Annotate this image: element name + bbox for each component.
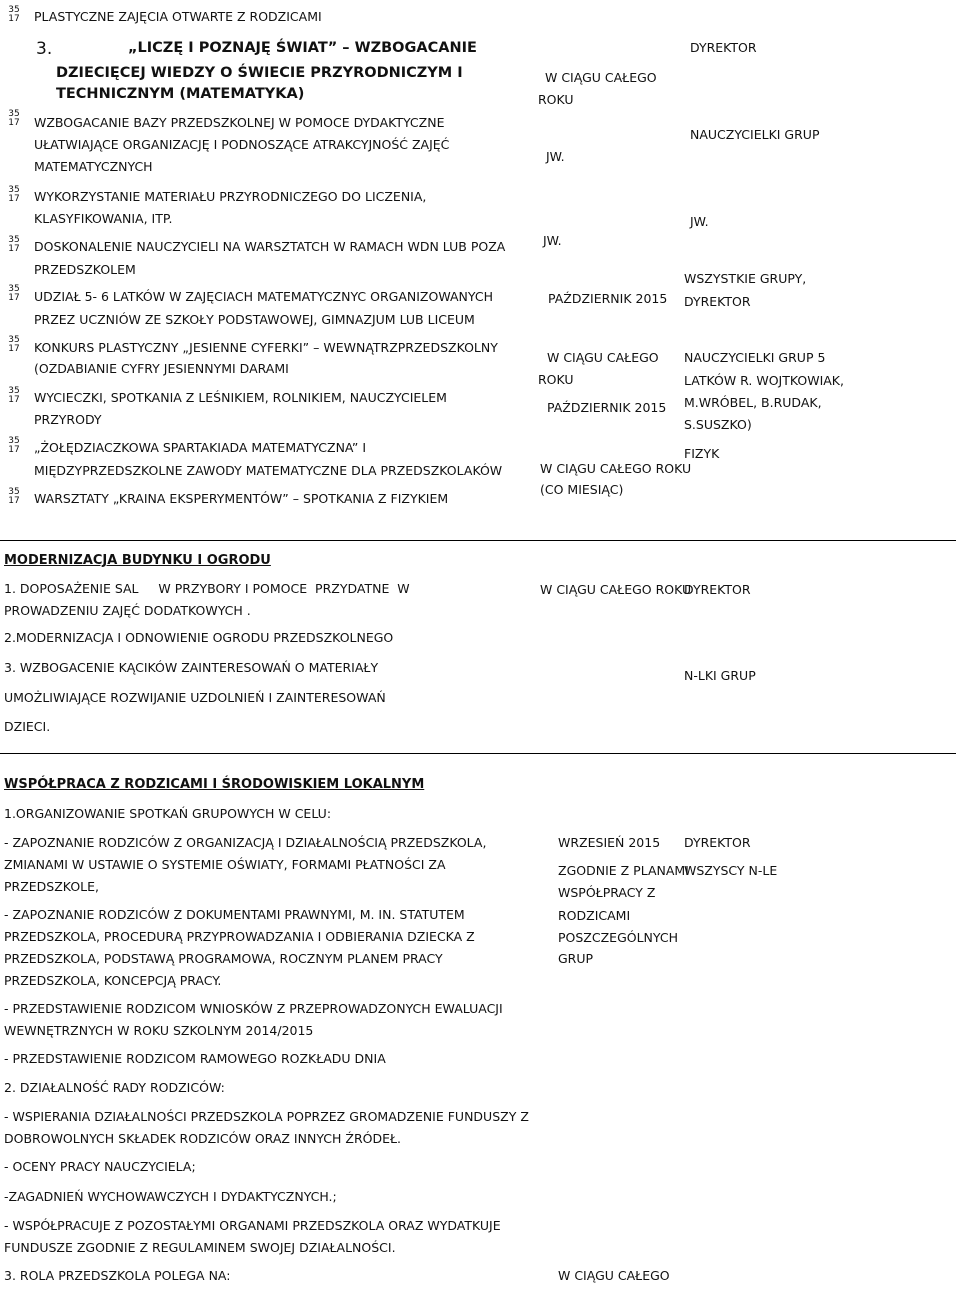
- term-2: JW.: [546, 149, 565, 164]
- bullet-number: 35 17: [8, 109, 20, 128]
- wsp-line-7a: - WSPIERANIA DZIAŁALNOŚCI PRZEDSZKOLA POPRZEZ GROMADZENIE FUNDUSZY Z: [4, 1109, 529, 1124]
- wsp-line-10b: FUNDUSZE ZGODNIE Z REGULAMINEM SWOJEJ DZIAŁALNOŚCI.: [4, 1240, 396, 1255]
- modernizacja-heading: MODERNIZACJA BUDYNKU I OGRODU: [4, 553, 271, 568]
- wsp-line-3d: PRZEDSZKOLA, KONCEPCJĄ PRACY.: [4, 973, 222, 988]
- wsp-line-10a: - WSPÓŁPRACUJE Z POZOSTAŁYMI ORGANAMI PRZEDSZKOLA ORAZ WYDATKUJE: [4, 1218, 501, 1233]
- modern-item-1b: PROWADZENIU ZAJĘĆ DODATKOWYCH .: [4, 603, 251, 618]
- section-title-line-1: „LICZĘ I POZNAJĘ ŚWIAT” – WZBOGACANIE: [128, 40, 477, 56]
- resp-4a: WSZYSTKIE GRUPY,: [684, 271, 807, 286]
- bullet-number: 35 17: [8, 284, 20, 303]
- modern-item-3a: 3. WZBOGACENIE KĄCIKÓW ZAINTERESOWAŃ O MATERIAŁY: [4, 660, 379, 675]
- resp-2: NAUCZYCIELKI GRUP: [690, 127, 820, 142]
- section-divider: [0, 753, 956, 754]
- bullet-number: 35 17: [8, 487, 20, 506]
- modern-item-2: 2.MODERNIZACJA I ODNOWIENIE OGRODU PRZEDSZKOLNEGO: [4, 630, 394, 645]
- term-5a: W CIĄGU CAŁEGO: [547, 350, 659, 365]
- wsp-line-3c: PRZEDSZKOLA, PODSTAWĄ PROGRAMOWA, ROCZNYM PLANEM PRACY: [4, 951, 443, 966]
- item-3-line-2: PRZEDSZKOLEM: [34, 262, 136, 277]
- section-title-line-2: DZIECIĘCEJ WIEDZY O ŚWIECIE PRZYRODNICZYM I: [56, 65, 463, 81]
- item-6-line-2: PRZYRODY: [34, 412, 102, 427]
- wsp-line-1: 1.ORGANIZOWANIE SPOTKAŃ GRUPOWYCH W CELU:: [4, 806, 332, 821]
- item-1-line-1: WZBOGACANIE BAZY PRZEDSZKOLNEJ W POMOCE DYDAKTYCZNE: [34, 115, 445, 130]
- bullet-number: 35 17: [8, 335, 20, 354]
- wsp-line-3a: - ZAPOZNANIE RODZICÓW Z DOKUMENTAMI PRAWNYMI, M. IN. STATUTEM: [4, 907, 465, 922]
- resp-5a: NAUCZYCIELKI GRUP 5: [684, 350, 826, 365]
- wspolpraca-heading: WSPÓŁPRACA Z RODZICAMI I ŚRODOWISKIEM LOKALNYM: [4, 777, 425, 792]
- resp-3: JW.: [690, 214, 709, 229]
- section-divider: [0, 540, 956, 541]
- term-1a: W CIĄGU CAŁEGO: [545, 70, 657, 85]
- wsp-term-2c: RODZICAMI: [558, 908, 631, 923]
- wsp-line-7b: DOBROWOLNYCH SKŁADEK RODZICÓW ORAZ INNYCH ŹRÓDEŁ.: [4, 1131, 401, 1146]
- wsp-line-9: -ZAGADNIEŃ WYCHOWAWCZYCH I DYDAKTYCZNYCH.;: [4, 1189, 337, 1204]
- bullet-number: 35 17: [8, 185, 20, 204]
- item-7-line-1: „ŻOŁĘDZIACZKOWA SPARTAKIADA MATEMATYCZNA” I: [34, 440, 367, 455]
- bullet-number: 35 17: [8, 386, 20, 405]
- modern-item-3-resp: N-LKI GRUP: [684, 668, 756, 683]
- resp-5b: LATKÓW R. WOJTKOWIAK,: [684, 373, 844, 388]
- section-number: 3.: [36, 39, 53, 59]
- term-6: PAŹDZIERNIK 2015: [547, 400, 667, 415]
- wsp-line-3b: PRZEDSZKOLA, PROCEDURĄ PRZYPROWADZANIA I ODBIERANIA DZIECKA Z: [4, 929, 475, 944]
- item-7-line-2: MIĘDZYPRZEDSZKOLNE ZAWODY MATEMATYCZNE DLA PRZEDSZKOLAKÓW: [34, 463, 503, 478]
- term-1b: ROKU: [538, 92, 574, 107]
- wsp-line-4a: - PRZEDSTAWIENIE RODZICOM WNIOSKÓW Z PRZEPROWADZONYCH EWALUACJI: [4, 1001, 503, 1016]
- term-7b: (CO MIESIĄC): [540, 482, 624, 497]
- modern-item-1-resp: DYREKTOR: [684, 582, 751, 597]
- resp-6: FIZYK: [684, 446, 720, 461]
- wsp-term-1: WRZESIEŃ 2015: [558, 835, 661, 850]
- resp-5d: S.SUSZKO): [684, 417, 752, 432]
- wsp-line-4b: WEWNĘTRZNYCH W ROKU SZKOLNYM 2014/2015: [4, 1023, 314, 1038]
- wsp-line-8: - OCENY PRACY NAUCZYCIELA;: [4, 1159, 196, 1174]
- resp-1: DYREKTOR: [690, 40, 757, 55]
- section-title-line-3: TECHNICZNYM (MATEMATYKA): [56, 86, 305, 102]
- modern-item-3b: UMOŻLIWIAJĄCE ROZWIJANIE UZDOLNIEŃ I ZAINTERESOWAŃ: [4, 690, 386, 705]
- item-4-line-1: UDZIAŁ 5- 6 LATKÓW W ZAJĘCIACH MATEMATYCZNYC ORGANIZOWANYCH: [34, 289, 493, 304]
- wsp-term-2b: WSPÓŁPRACY Z: [558, 885, 656, 900]
- term-5b: ROKU: [538, 372, 574, 387]
- modern-item-1a: 1. DOPOSAŻENIE SAL W PRZYBORY I POMOCE PRZYDATNE W: [4, 581, 410, 596]
- item-2-line-1: WYKORZYSTANIE MATERIAŁU PRZYRODNICZEGO DO LICZENIA,: [34, 189, 427, 204]
- item-5-line-1: KONKURS PLASTYCZNY „JESIENNE CYFERKI” – WEWNĄTRZPRZEDSZKOLNY: [34, 340, 498, 355]
- item-6-line-1: WYCIECZKI, SPOTKANIA Z LEŚNIKIEM, ROLNIKIEM, NAUCZYCIELEM: [34, 390, 447, 405]
- bullet-number: 35 17: [8, 5, 20, 24]
- wsp-term-2a: ZGODNIE Z PLANAMI: [558, 863, 689, 878]
- item-3-line-1: DOSKONALENIE NAUCZYCIELI NA WARSZTATCH W RAMACH WDN LUB POZA: [34, 239, 506, 254]
- wsp-term-2e: GRUP: [558, 951, 594, 966]
- item-4-line-2: PRZEZ UCZNIÓW ZE SZKOŁY PODSTAWOWEJ, GIMNAZJUM LUB LICEUM: [34, 312, 475, 327]
- term-7a: W CIĄGU CAŁEGO ROKU: [540, 461, 692, 476]
- wsp-line-5: - PRZEDSTAWIENIE RODZICOM RAMOWEGO ROZKŁADU DNIA: [4, 1051, 386, 1066]
- bullet-number: 35 17: [8, 436, 20, 455]
- item-2-line-2: KLASYFIKOWANIA, ITP.: [34, 211, 173, 226]
- header-line: PLASTYCZNE ZAJĘCIA OTWARTE Z RODZICAMI: [34, 9, 322, 24]
- item-1-line-2: UŁATWIAJĄCE ORGANIZACJĘ I PODNOSZĄCE ATRAKCYJNOŚĆ ZAJĘĆ: [34, 137, 450, 152]
- wsp-resp-2: WSZYSCY N-LE: [684, 863, 778, 878]
- resp-5c: M.WRÓBEL, B.RUDAK,: [684, 395, 822, 410]
- wsp-term-2d: POSZCZEGÓLNYCH: [558, 930, 678, 945]
- resp-4b: DYREKTOR: [684, 294, 751, 309]
- item-5-line-2: (OZDABIANIE CYFRY JESIENNYMI DARAMI: [34, 361, 289, 376]
- wsp-line-2b: ZMIANAMI W USTAWIE O SYSTEMIE OŚWIATY, FORMAMI PŁATNOŚCI ZA: [4, 857, 446, 872]
- modern-item-3c: DZIECI.: [4, 719, 51, 734]
- wsp-term-3: W CIĄGU CAŁEGO: [558, 1268, 670, 1283]
- wsp-line-11: 3. ROLA PRZEDSZKOLA POLEGA NA:: [4, 1268, 231, 1283]
- item-1-line-3: MATEMATYCZNYCH: [34, 159, 153, 174]
- wsp-resp-1: DYREKTOR: [684, 835, 751, 850]
- term-3: JW.: [543, 233, 562, 248]
- term-4: PAŹDZIERNIK 2015: [548, 291, 668, 306]
- bullet-number: 35 17: [8, 235, 20, 254]
- modern-item-1-term: W CIĄGU CAŁEGO ROKU: [540, 582, 692, 597]
- wsp-line-2a: - ZAPOZNANIE RODZICÓW Z ORGANIZACJĄ I DZIAŁALNOŚCIĄ PRZEDSZKOLA,: [4, 835, 487, 850]
- item-8-line-1: WARSZTATY „KRAINA EKSPERYMENTÓW” – SPOTKANIA Z FIZYKIEM: [34, 491, 449, 506]
- wsp-line-6: 2. DZIAŁALNOŚĆ RADY RODZICÓW:: [4, 1080, 225, 1095]
- wsp-line-2c: PRZEDSZKOLE,: [4, 879, 99, 894]
